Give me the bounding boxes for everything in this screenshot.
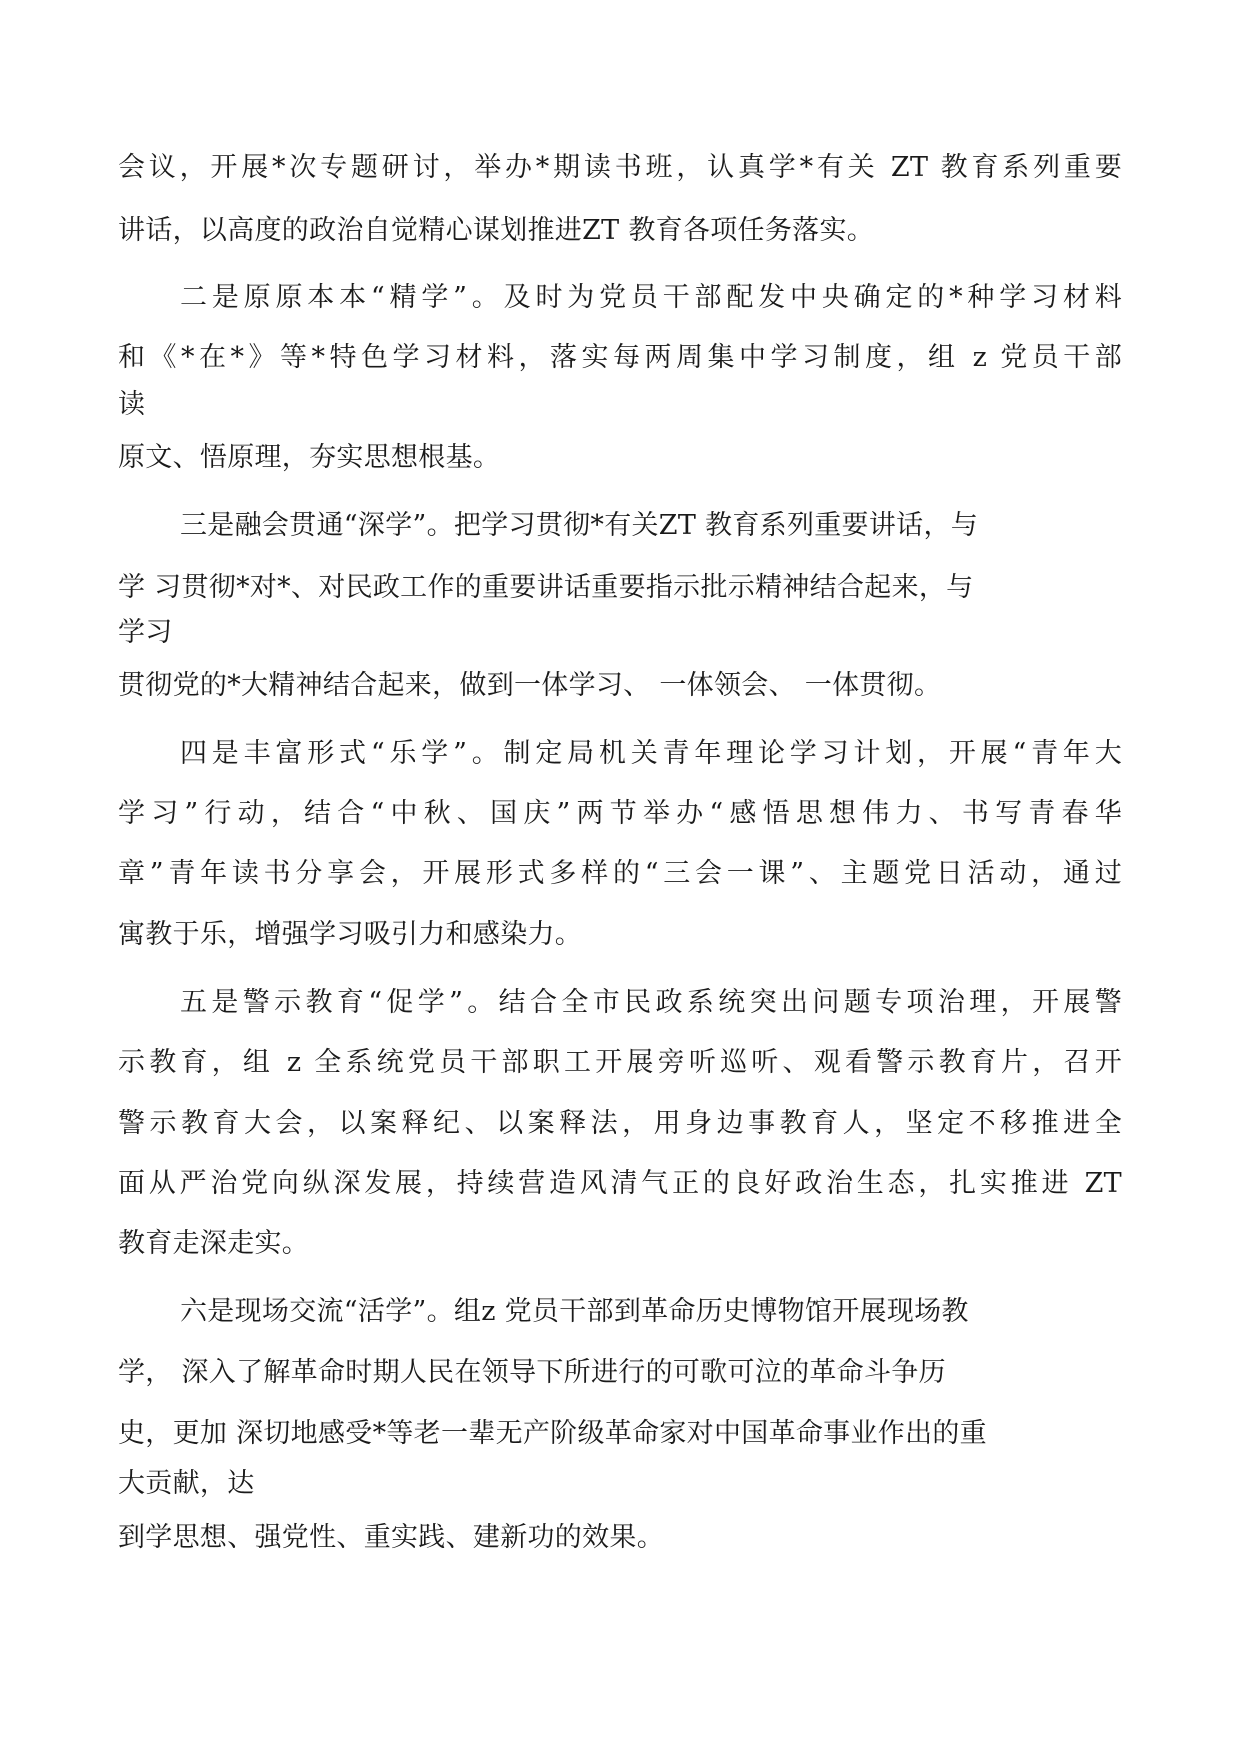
paragraph-1-line-1: 会议，开展*次专题研讨，举办*期读书班，认真学*有关 ZT 教育系列重要 xyxy=(118,152,1122,183)
paragraph-4-line-3: 章”青年读书分享会，开展形式多样的“三会一课”、主题党日活动，通过 xyxy=(118,858,1122,889)
paragraph-4-line-2: 学习”行动，结合“中秋、国庆”两节举办“感悟思想伟力、书写青春华 xyxy=(118,798,1122,829)
paragraph-2-line-1: 二是原原本本“精学”。及时为党员干部配发中央确定的*种学习材料 xyxy=(180,282,1122,313)
paragraph-6-line-5: 到学思想、强党性、重实践、建新功的效果。 xyxy=(118,1522,664,1553)
paragraph-4-line-1: 四是丰富形式“乐学”。制定局机关青年理论学习计划，开展“青年大 xyxy=(180,738,1122,769)
paragraph-5-line-5: 教育走深走实。 xyxy=(118,1228,310,1259)
paragraph-3-line-3: 学习 xyxy=(118,617,173,648)
paragraph-5-line-3: 警示教育大会，以案释纪、以案释法，用身边事教育人，坚定不移推进全 xyxy=(118,1108,1122,1139)
paragraph-2-line-3: 读 xyxy=(118,389,146,420)
paragraph-6-line-3: 史，更加 深切地感受*等老一辈无产阶级革命家对中国革命事业作出的重 xyxy=(118,1418,987,1449)
paragraph-4-line-4: 寓教于乐，增强学习吸引力和感染力。 xyxy=(118,919,583,950)
paragraph-2-line-2: 和《*在*》等*特色学习材料，落实每两周集中学习制度，组 z 党员干部 xyxy=(118,342,1122,373)
paragraph-5-line-4: 面从严治党向纵深发展，持续营造风清气正的良好政治生态，扎实推进 ZT xyxy=(118,1168,1122,1199)
paragraph-3-line-4: 贯彻党的*大精神结合起来，做到一体学习、 一体领会、 一体贯彻。 xyxy=(118,670,942,701)
paragraph-5-line-1: 五是警示教育“促学”。结合全市民政系统突出问题专项治理，开展警 xyxy=(180,987,1122,1018)
paragraph-2-line-4: 原文、悟原理，夯实思想根基。 xyxy=(118,442,501,473)
paragraph-5-line-2: 示教育，组 z 全系统党员干部职工开展旁听巡听、观看警示教育片，召开 xyxy=(118,1047,1122,1078)
paragraph-6-line-4: 大贡献，达 xyxy=(118,1468,255,1499)
paragraph-6-line-1: 六是现场交流“活学”。组z 党员干部到革命历史博物馆开展现场教 xyxy=(180,1296,969,1327)
paragraph-6-line-2: 学， 深入了解革命时期人民在领导下所进行的可歌可泣的革命斗争历 xyxy=(118,1357,946,1388)
paragraph-3-line-2: 学 习贯彻*对*、对民政工作的重要讲话重要指示批示精神结合起来，与 xyxy=(118,572,974,603)
paragraph-1-line-2: 讲话，以高度的政治自觉精心谋划推进ZT 教育各项任务落实。 xyxy=(118,215,875,246)
paragraph-3-line-1: 三是融会贯通“深学”。把学习贯彻*有关ZT 教育系列重要讲话，与 xyxy=(180,510,979,541)
